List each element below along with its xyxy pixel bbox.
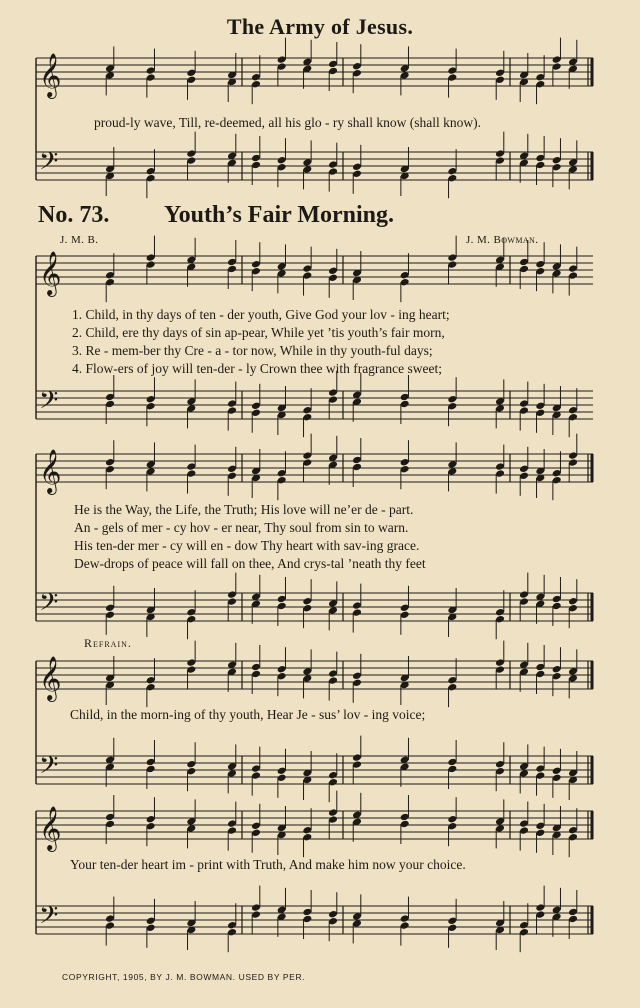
- hymn-number: No. 73.: [38, 202, 110, 228]
- verse-line-3-cont: His ten-der mer - cy will en - dow Thy heart with sav-ing grace.: [74, 538, 420, 553]
- copyright-footer: COPYRIGHT, 1905, BY J. M. BOWMAN. USED BY PER.: [62, 972, 306, 982]
- treble-clef-icon: 𝄞: [39, 656, 62, 700]
- previous-hymn-lyric: proud-ly wave, Till, re-deemed, all his glo - ry shall know (shall know).: [94, 115, 481, 130]
- previous-hymn-title: The Army of Jesus.: [226, 14, 414, 39]
- treble-clef-icon: 𝄞: [39, 449, 62, 493]
- treble-clef-icon: 𝄞: [39, 806, 62, 850]
- refrain-line-1: Child, in the morn-ing of thy youth, Hear Je - sus’ lov - ing voice;: [70, 707, 426, 722]
- bass-clef-icon: 𝄢: [39, 147, 59, 182]
- lyricist-credit: J. M. B.: [60, 234, 99, 246]
- verse-line-2-cont: An - gels of mer - cy hov - er near, Thy soul from sin to warn.: [74, 520, 409, 535]
- refrain-line-2: Your ten-der heart im - print with Truth, And make him now your choice.: [70, 857, 466, 872]
- bass-clef-icon: 𝄢: [39, 588, 59, 623]
- composer-credit: J. M. Bowman.: [466, 234, 539, 246]
- bass-clef-icon: 𝄢: [39, 901, 59, 936]
- verse-line-2: 2. Child, ere thy days of sin ap-pear, While yet ’tis youth’s fair morn,: [72, 325, 445, 340]
- bass-clef-icon: 𝄢: [39, 386, 59, 421]
- bass-clef-icon: 𝄢: [39, 751, 59, 786]
- verse-line-1-cont: He is the Way, the Life, the Truth; His love will ne’er de - part.: [74, 502, 414, 517]
- verse-line-4: 4. Flow-ers of joy will ten-der - ly Crown thee with fragrance sweet;: [72, 361, 443, 376]
- verse-line-1: 1. Child, in thy days of ten - der youth, Give God your lov - ing heart;: [72, 307, 450, 322]
- hymn-title: Youth’s Fair Morning.: [164, 202, 395, 228]
- treble-clef-icon: 𝄞: [39, 251, 62, 295]
- refrain-label: Refrain.: [84, 636, 132, 650]
- verse-line-3: 3. Re - mem-ber thy Cre - a - tor now, While in thy youth-ful days;: [72, 343, 433, 358]
- treble-clef-icon: 𝄞: [39, 53, 62, 97]
- verse-line-4-cont: Dew-drops of peace will fall on thee, And crys-tal ’neath thy feet: [74, 556, 426, 571]
